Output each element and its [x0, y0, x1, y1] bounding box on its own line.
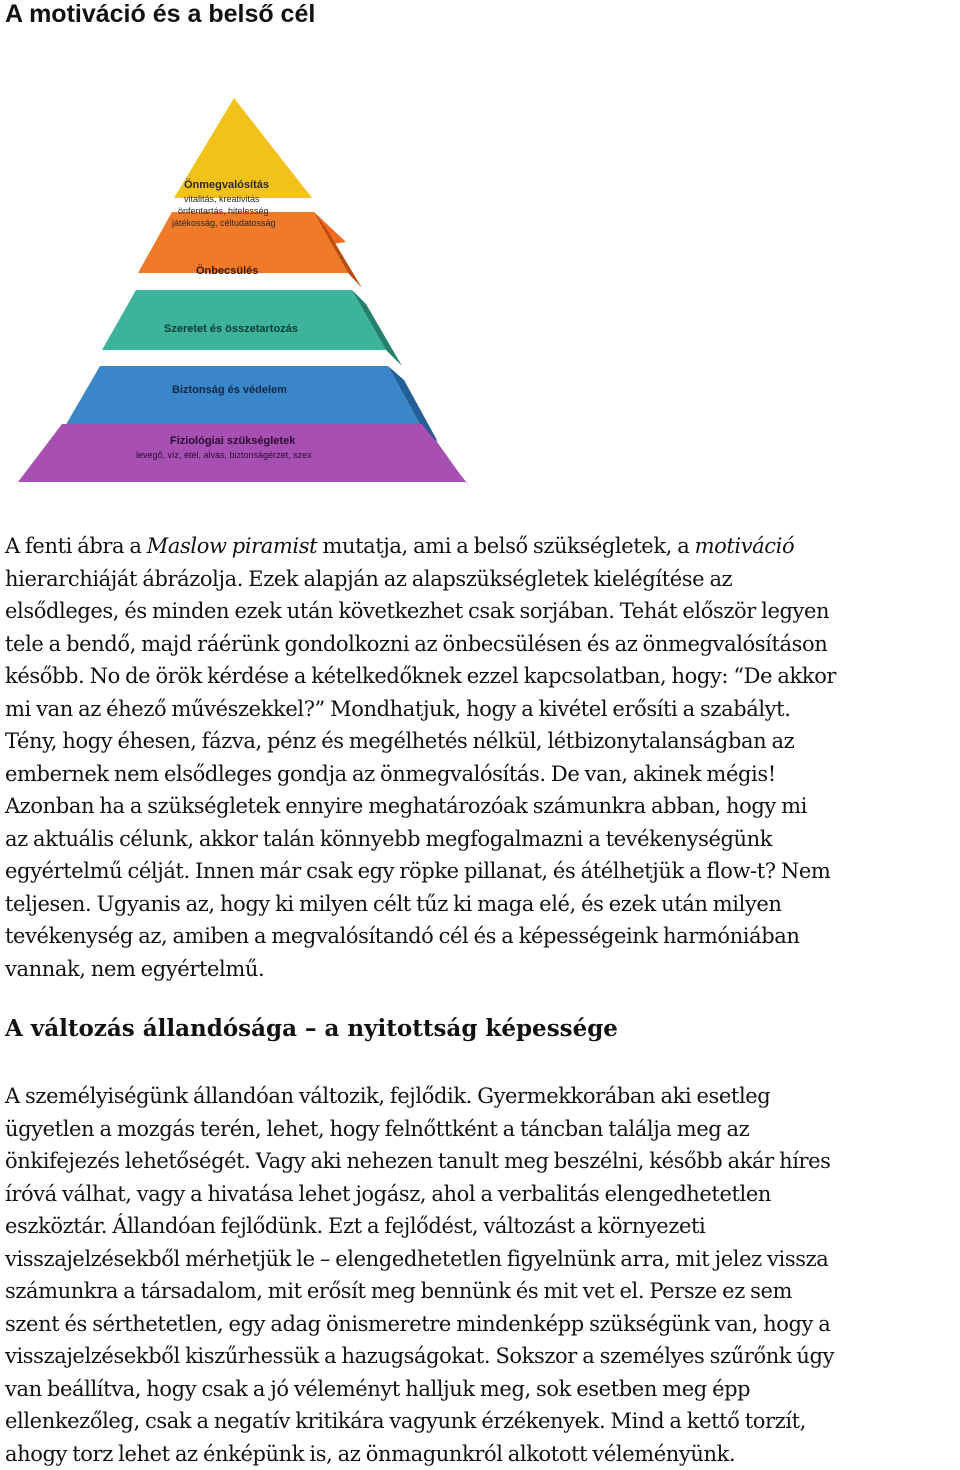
- emphasis-motivacio: motiváció: [695, 534, 795, 558]
- text-line: teljesen. Ugyanis az, hogy ki milyen célt tűz ki maga elé, és ezek után milyen: [5, 888, 957, 921]
- text-line: van beállítva, hogy csak a jó véleményt halljuk meg, sok esetben meg épp: [5, 1373, 957, 1406]
- pyramid-label-self-actualization: Önmegvalósítás: [184, 178, 269, 191]
- paragraph-change: [5, 1080, 957, 1470]
- pyramid-sublabel-2: önfentartás, hitelesség: [178, 206, 269, 216]
- text-line: eszköztár. Állandóan fejlődünk. Ezt a fejlődést, változást a környezeti: [5, 1210, 957, 1243]
- pyramid-sublabel-1: vitalitás, kreativitás: [184, 194, 260, 204]
- text-line: szent és sérthetetlen, egy adag önismeretre mindenképp szükségünk van, hogy a: [5, 1308, 957, 1341]
- pyramid-label-safety: Biztonság és védelem: [172, 384, 287, 396]
- pyramid-level-love-belonging: [102, 290, 386, 350]
- text-line: embernek nem elsődleges gondja az önmegvalósítás. De van, akinek mégis!: [5, 758, 957, 791]
- pyramid-sublabel-3: játékosság, céltudatosság: [171, 218, 276, 228]
- text-line: később. No de örök kérdése a kételkedőknek ezzel kapcsolatban, hogy: “De akkor: [5, 660, 957, 693]
- text-line: önkifejezés lehetőségét. Vagy aki nehezen tanult meg beszélni, később akár híres: [5, 1145, 957, 1178]
- text-line: visszajelzésekből mérhetjük le – elengedhetetlen figyelnünk arra, mit jelez vissza: [5, 1243, 957, 1276]
- text-line: tele a bendő, majd ráérünk gondolkozni az önbecsülésen és az önmegvalósításon: [5, 628, 957, 661]
- text-line: A személyiségünk állandóan változik, fejlődik. Gyermekkorában aki esetleg: [5, 1080, 957, 1113]
- text-line: vannak, nem egyértelmű.: [5, 953, 957, 986]
- text-line: egyértelmű célját. Innen már csak egy röpke pillanat, és átélhetjük a flow-t? Nem: [5, 855, 957, 888]
- text-line: tevékenység az, amiben a megvalósítandó cél és a képességeink harmóniában: [5, 920, 957, 953]
- text-line: ahogy torz lehet az énképünk is, az önmagunkról alkotott véleményünk.: [5, 1438, 957, 1470]
- maslow-pyramid-figure: [14, 98, 470, 490]
- pyramid-sublabel-physiological: levegő, víz, étel, alvás, biztonságérzet, szex: [136, 450, 312, 460]
- pyramid-label-physiological: Fiziológiai szükségletek: [170, 435, 296, 447]
- text-line: számunkra a társadalom, mit erősít meg bennünk és mit vet el. Persze ez sem: [5, 1275, 957, 1308]
- text-line: íróvá válhat, vagy a hivatása lehet jogász, ahol a verbalitás elengedhetetlen: [5, 1178, 957, 1211]
- text-line: ügyetlen a mozgás terén, lehet, hogy felnőttként a táncban találja meg az: [5, 1113, 957, 1146]
- paragraph-maslow: [5, 530, 957, 985]
- pyramid-label-esteem: Önbecsülés: [196, 264, 258, 277]
- text-line: Tény, hogy éhesen, fázva, pénz és megélhetés nélkül, létbizonytalanságban az: [5, 725, 957, 758]
- text-line: visszajelzésekből kiszűrhessük a hazugságokat. Sokszor a személyes szűrőnk úgy: [5, 1340, 957, 1373]
- emphasis-maslow: Maslow piramist: [147, 534, 317, 558]
- text-line: A fenti ábra a Maslow piramist mutatja, ami a belső szükségletek, a motiváció: [5, 530, 957, 563]
- section-heading: A változás állandósága – a nyitottság képessége: [5, 1015, 618, 1042]
- text-line: az aktuális célunk, akkor talán könnyebb megfogalmazni a tevékenységünk: [5, 823, 957, 856]
- text-line: hierarchiáját ábrázolja. Ezek alapján az alapszükségletek kielégítése az: [5, 563, 957, 596]
- pyramid-level-safety: [64, 366, 422, 428]
- pyramid-label-love-belonging: Szeretet és összetartozás: [164, 323, 298, 335]
- text-line: ellenkezőleg, csak a negatív kritikára vagyunk érzékenyek. Mind a kettő torzít,: [5, 1405, 957, 1438]
- text-line: Azonban ha a szükségletek ennyire meghatározóak számunkra abban, hogy mi: [5, 790, 957, 823]
- page-title: A motiváció és a belső cél: [5, 0, 315, 29]
- text-line: elsődleges, és minden ezek után következhet csak sorjában. Tehát először legyen: [5, 595, 957, 628]
- maslow-pyramid: [14, 98, 470, 490]
- text-line: mi van az éhező művészekkel?” Mondhatjuk, hogy a kivétel erősíti a szabályt.: [5, 693, 957, 726]
